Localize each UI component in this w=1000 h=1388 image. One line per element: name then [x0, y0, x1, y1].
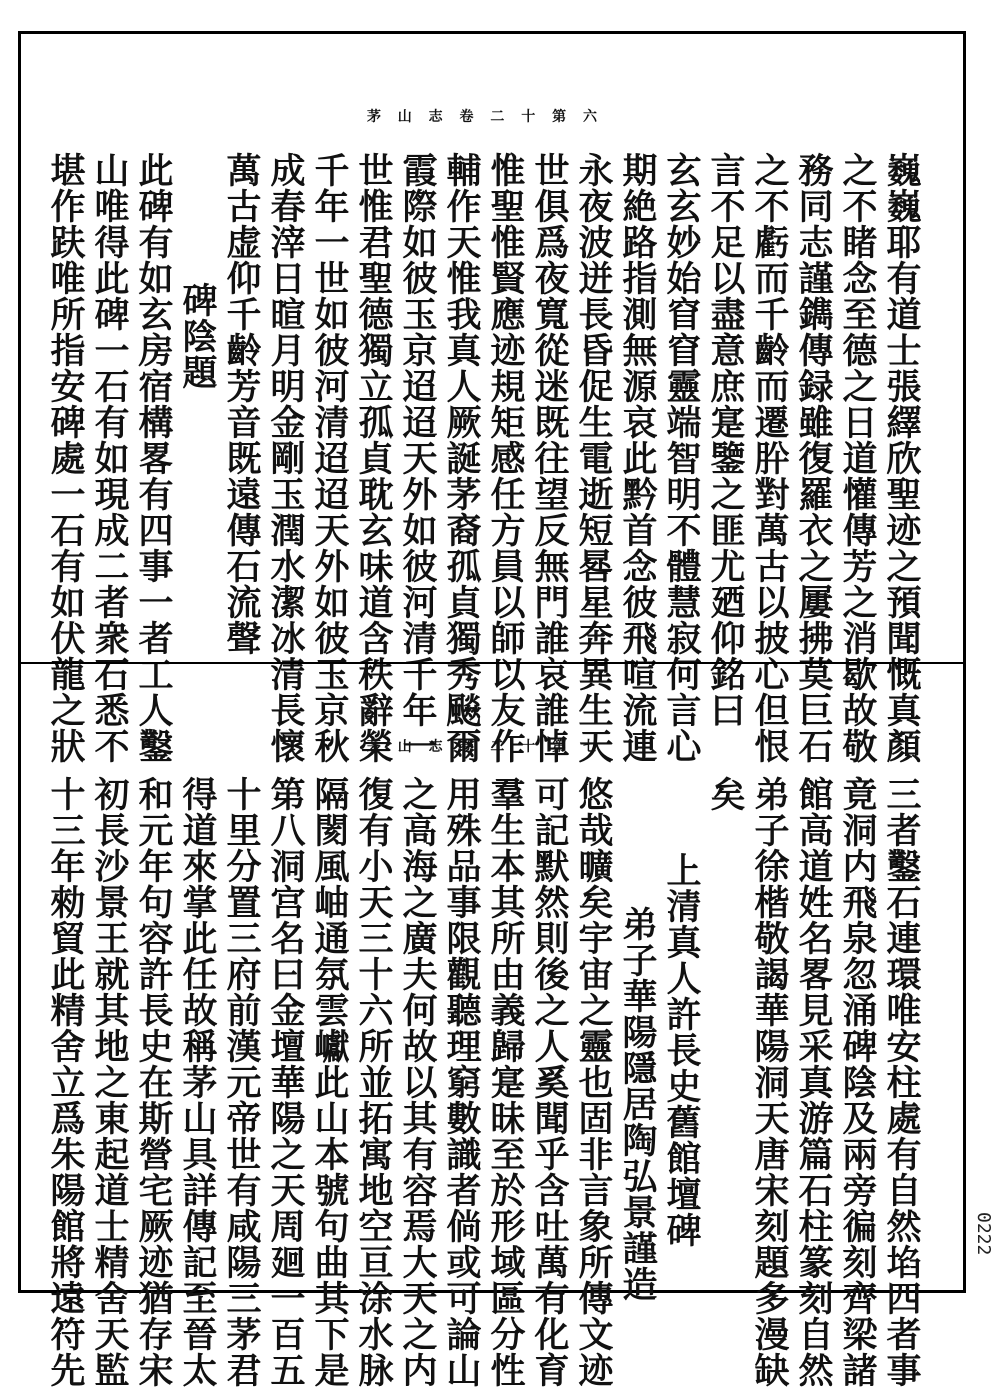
text-column: 悠哉曠矣宇宙之靈也固非言象所傳文迹 — [573, 776, 614, 1388]
text-column: 務同志謹鐫傳録雖復羅衣之屢拂莫巨石 — [793, 152, 834, 764]
text-column: 成春滓日暄月明金剛玉潤水潔冰清長懷 — [265, 152, 306, 764]
running-head-bottom: 茅 山 志 卷 二 十 第 七 — [366, 739, 604, 755]
text-column: 竟洞内飛泉忽涌碑陰及兩旁徧刻齊梁諸 — [837, 776, 878, 1388]
text-column: 期絶路指測無源哀此黔首念彼飛喧流連 — [617, 152, 658, 764]
text-column: 館高道姓名畧見采真游篇石柱篆刻自然 — [793, 776, 834, 1388]
text-column: 十里分置三府前漢元帝世有咸陽三茅君 — [221, 776, 262, 1388]
text-column: 萬古虚仰千齡芳音既遠傳石流聲 — [221, 152, 262, 656]
text-column: 之不睹念至德之日道懽傳芳之消歇故敬 — [837, 152, 878, 764]
text-column: 此碑有如玄房宿構畧有四事一者工人鑿 — [133, 152, 174, 764]
text-column: 十三年勑貿此精舍立爲朱陽館將遠符先 — [45, 776, 86, 1388]
text-column: 用殊品事限觀聽理窮數識者倘或可論山 — [441, 776, 482, 1388]
text-column: 山唯得此碑一石有如現成二者衆石悉不 — [89, 152, 130, 764]
text-column: 初長沙景王就其地之東起道士精舍天監 — [89, 776, 130, 1388]
text-column: 輔作天惟我真人厥誕茅裔孤貞獨秀飈爾 — [441, 152, 482, 764]
text-column: 之高海之廣夫何故以其有容焉大天之内 — [397, 776, 438, 1388]
text-column: 永夜波迸長昏促生電逝短晷星奔異生天 — [573, 152, 614, 764]
page-frame — [18, 31, 966, 1388]
text-column: 三者鑿石連環唯安柱處有自然埳四者事 — [881, 776, 922, 1388]
text-column: 之不虧而千齡而遷肸對萬古以披心但恨 — [749, 152, 790, 764]
text-column: 第八洞宫名曰金壇華陽之天周廻一百五 — [265, 776, 306, 1388]
text-column: 弟子華陽隱居陶弘景謹造 — [617, 906, 658, 1302]
page-number: 0222 — [973, 1212, 994, 1256]
text-column: 羣生本其所由義歸寔昧至於形域區分性 — [485, 776, 526, 1388]
text-column: 世俱爲夜寬從迷既往望反無門誰哀誰悼 — [529, 152, 570, 764]
running-head-top: 茅 山 志 卷 二 十 第 六 — [366, 109, 604, 125]
text-column: 得道來掌此任故稱茅山具詳傳記至晉太 — [177, 776, 218, 1388]
text-column: 堪作趺唯所指安碑處一石有如伏龍之狀 — [45, 152, 86, 764]
text-column: 惟聖惟賢應迹規矩感任方員以師以友作 — [485, 152, 526, 764]
text-column: 矣 — [705, 776, 746, 812]
text-column: 可記默然則後之人奚聞乎含吐萬有化育 — [529, 776, 570, 1388]
text-column: 和元年句容許長史在斯營宅厥迹猶存宋 — [133, 776, 174, 1388]
text-column: 玄玄妙始窅窅靈端智明不體慧寂何言心 — [661, 152, 702, 764]
text-block-bottom — [43, 776, 923, 1388]
text-column: 復有小天三十六所並拓寓地空亘涂水脉 — [353, 776, 394, 1388]
text-column: 弟子徐楷敬謁華陽洞天唐宋刻題多漫缺 — [749, 776, 790, 1388]
text-column: 隔閡風岫通氛雲巘此山本號句曲其下是 — [309, 776, 350, 1388]
text-column: 言不足以盡意庶寔鑒之匪尤廼仰銘曰 — [705, 152, 746, 728]
text-column: 千年一世如彼河清迢迢天外如彼玉京秋 — [309, 152, 350, 764]
text-column: 巍巍耶有道士張繹欣聖迹之預聞慨真顏 — [881, 152, 922, 764]
text-column: 霞際如彼玉京迢迢天外如彼河清千年一 — [397, 152, 438, 764]
text-column: 上清真人許長史舊館壇碑 — [661, 852, 702, 1248]
text-column: 碑陰題 — [177, 282, 218, 390]
bottom-leaf — [21, 662, 963, 1388]
text-column: 世惟君聖德獨立孤貞耽玄味道含秩辭榮 — [353, 152, 394, 764]
